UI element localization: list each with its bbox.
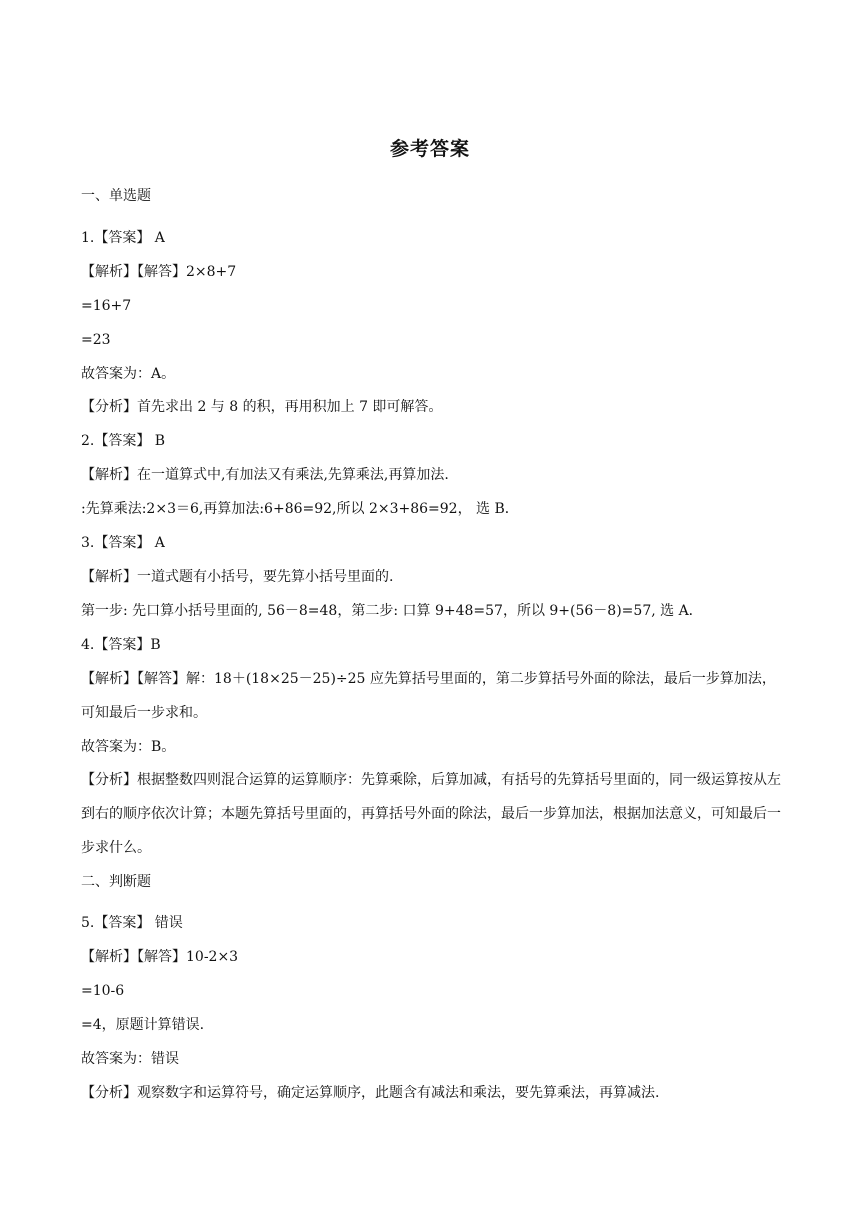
analysis-paragraph: 【解析】【解答】解：18＋(18×25－25)÷25 应先算括号里面的，第二步算括号外面的除法，最后一步算加法，可知最后一步求和。 <box>81 671 776 721</box>
analysis-line: 【解析】【解答】2×8+7 <box>81 264 237 280</box>
page-title: 参考答案 <box>389 138 470 160</box>
calc-line: =4，原题计算错误. <box>81 1017 205 1033</box>
calc-line: =10-6 <box>81 983 125 999</box>
analysis-line: 【解析】一道式题有小括号，要先算小括号里面的. <box>81 569 394 585</box>
calc-line: =23 <box>81 332 111 348</box>
conclusion-line: 故答案为：B。 <box>81 739 176 755</box>
answer-line: 5.【答案】 错误 <box>81 915 183 931</box>
analysis-paragraph: 【分析】根据整数四则混合运算的运算顺序：先算乘除，后算加减，有括号的先算括号里面的，同一级运算按从左到右的顺序依次计算；本题先算括号里面的，再算括号外面的除法，最后一步算加法，根据加法意义，可知最后一步求什么。 <box>81 772 781 856</box>
calc-line: =16+7 <box>81 298 132 314</box>
analysis-line: 【解析】在一道算式中,有加法又有乘法,先算乘法,再算加法. <box>81 467 449 483</box>
answer-line: 2.【答案】 B <box>81 433 166 449</box>
calc-line: 第一步: 先口算小括号里面的, 56－8=48，第二步: 口算 9+48=57，所以 9+(56－8)=57, 选 A． <box>81 603 703 619</box>
conclusion-line: 故答案为：A。 <box>81 366 176 382</box>
section-heading-true-false: 二、判断题 <box>81 874 151 890</box>
calc-line: :先算乘法:2×3＝6,再算加法:6+86=92,所以 2×3+86=92， 选 B． <box>81 501 519 517</box>
answer-line: 4.【答案】B <box>81 637 161 653</box>
analysis-line: 【分析】首先求出 2 与 8 的积，再用积加上 7 即可解答。 <box>81 399 443 415</box>
answer-line: 3.【答案】 A <box>81 535 165 551</box>
section-heading-single-choice: 一、单选题 <box>81 188 151 204</box>
analysis-line: 【分析】观察数字和运算符号，确定运算顺序，此题含有减法和乘法，要先算乘法，再算减法. <box>81 1085 660 1101</box>
conclusion-line: 故答案为：错误 <box>81 1051 179 1067</box>
answer-line: 1.【答案】 A <box>81 230 165 246</box>
analysis-line: 【解析】【解答】10-2×3 <box>81 949 239 965</box>
